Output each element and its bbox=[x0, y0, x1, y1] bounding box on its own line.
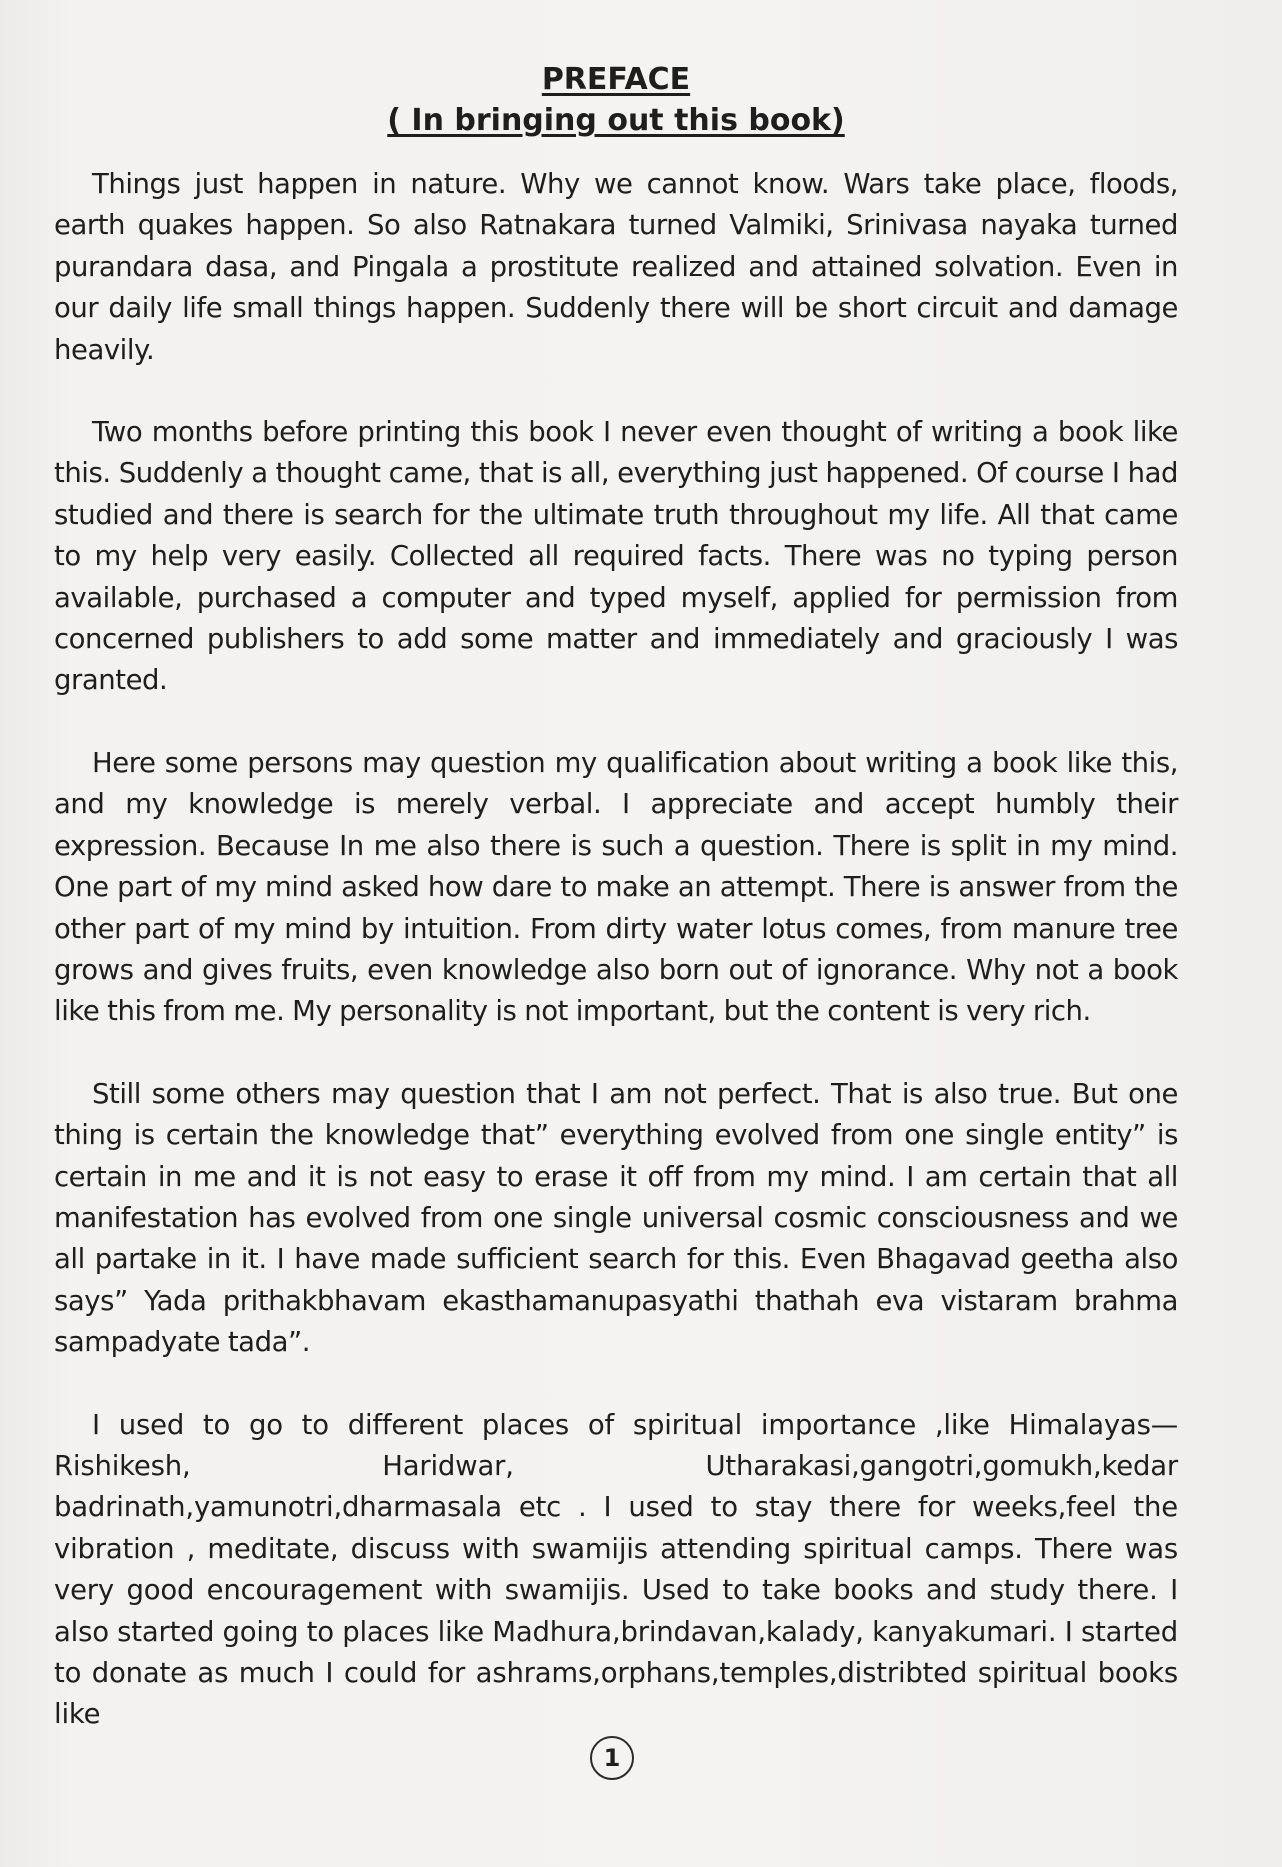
preface-content bbox=[54, 60, 1178, 1736]
paragraph-5: I used to go to different places of spiritual importance ,like Himalayas—Rishikesh, Haridwar, Utharakasi,gangotri,gomukh,kedar badrinath,yamunotri,dharmasala etc . I used to stay there for weeks,feel the vibration , meditate, discuss with swamijis attending spiritual camps. There was very good encouragement with swamijis. Used to take books and study there. I also started going to places like Madhura,brindavan,kalady, kanyakumari. I started to donate as much I could for ashrams,orphans,temples,distribted spiritual books like bbox=[54, 1408, 1178, 1731]
paragraph-3: Here some persons may question my qualification about writing a book like this, and my knowledge is merely verbal. I appreciate and accept humbly their expression. Because In me also there is such a question. There is split in my mind. One part of my mind asked how dare to make an attempt. There is answer from the other part of my mind by intuition. From dirty water lotus comes, from manure tree grows and gives fruits, even knowledge also born out of ignorance. Why not a book like this from me. My personality is not important, but the content is very rich. bbox=[54, 746, 1178, 1028]
page-subtitle: ( In bringing out this book) bbox=[387, 103, 845, 138]
page-number: 1 bbox=[590, 1736, 634, 1780]
paragraph-4: Still some others may question that I am not perfect. That is also true. But one thing is certain the knowledge that” everything evolved from one single entity” is certain in me and it is not easy to erase it off from my mind. I am certain that all manifestation has evolved from one single universal cosmic consciousness and we all partake in it. I have made sufficient search for this. Even Bhagavad geetha also says” Yada prithakbhavam ekasthamanupasyathi thathah eva vistaram brahma sampadyate tada”. bbox=[54, 1077, 1178, 1359]
paragraph-1: Things just happen in nature. Why we cannot know. Wars take place, floods, earth quakes happen. So also Ratnakara turned Valmiki, Srinivasa nayaka turned purandara dasa, and Pingala a prostitute realized and attained solvation. Even in our daily life small things happen. Suddenly there will be short circuit and damage heavily. bbox=[54, 168, 1178, 366]
paragraph-2: Two months before printing this book I never even thought of writing a book like this. Suddenly a thought came, that is all, everything just happened. Of course I had studied and there is search for the ultimate truth throughout my life. All that came to my help very easily. Collected all required facts. There was no typing person available, purchased a computer and typed myself, applied for permission from concerned publishers to add some matter and immediately and graciously I was granted. bbox=[54, 416, 1178, 697]
page-title: PREFACE bbox=[541, 62, 691, 97]
